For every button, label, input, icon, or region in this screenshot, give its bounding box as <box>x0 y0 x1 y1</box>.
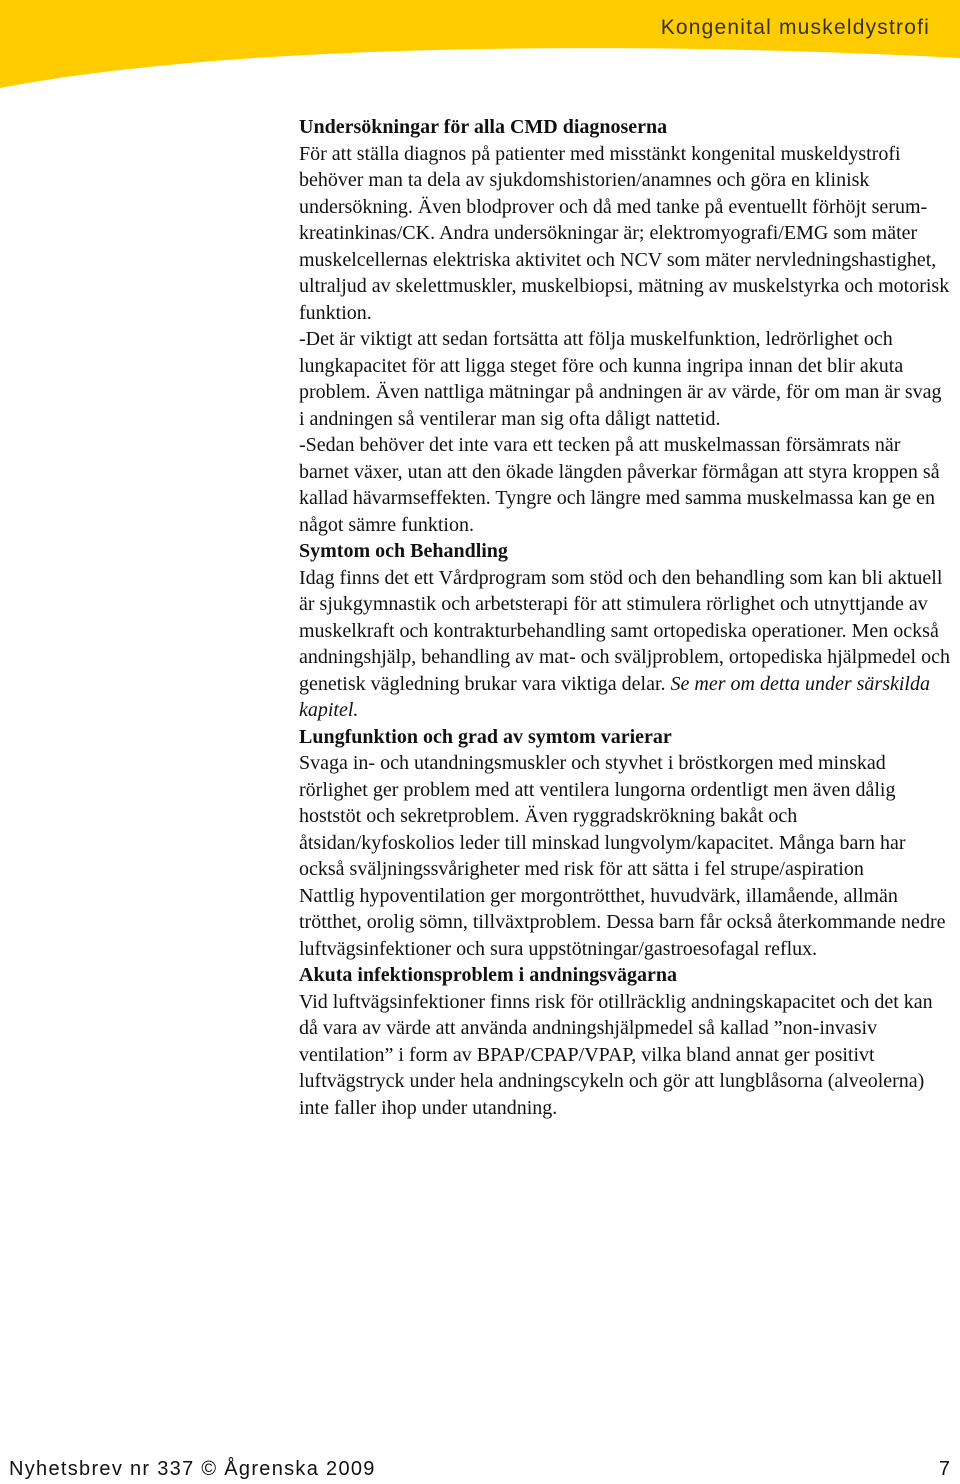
section-heading: Akuta infektionsproblem i andningsvägarna <box>299 964 678 986</box>
paragraph: -Sedan behöver det inte vara ett tecken på att muskelmassan försämrats när barnet växer, utan att den ökade längden påverkar förmågan att styra kroppen så kallad hävarmseffekten. Tyngre och längre med samma muskelmassa kan ge en något sämre funktion. <box>299 434 940 536</box>
header-title: Kongenital muskeldystrofi <box>660 16 930 39</box>
footer-publication: Nyhetsbrev nr 337 © Ågrenska 2009 <box>9 1458 376 1480</box>
section-lungfunktion <box>299 724 951 963</box>
section-heading: Undersökningar för alla CMD diagnoserna <box>299 116 668 138</box>
section-akuta-infektionsproblem <box>299 962 951 1121</box>
page-number: 7 <box>938 1458 950 1480</box>
section-heading: Symtom och Behandling <box>299 540 508 562</box>
paragraph: Svaga in- och utandningsmuskler och styvhet i bröstkorgen med minskad rörlighet ger problem med att ventilera lungorna ordentligt men även dålig hoststöt och sekretproblem. Även ryggradskrökning bakåt och åtsidan/kyfoskolios leder till minskad lungvolym/kapacitet. Många barn har också sväljningssvårigheter med risk för att sätta i fel strupe/aspiration <box>299 752 906 880</box>
paragraph: -Det är viktigt att sedan fortsätta att följa muskelfunktion, ledrörlighet och lungkapacitet för att ligga steget före och kunna ingripa innan det blir akuta problem. Även nattliga mätningar på andningen är av värde, för om man är svag i andningen så ventilerar man sig ofta dåligt nattetid. <box>299 328 942 430</box>
page-footer <box>9 1458 950 1484</box>
paragraph: För att ställa diagnos på patienter med misstänkt kongenital muskeldystrofi behöver man ta dela av sjukdomshistorien/anamnes och göra en klinisk undersökning. Även blodprover och då med tanke på eventuellt förhöjt serum-kreatinkinas/CK. Andra undersökningar är; elektromyografi/EMG som mäter muskelcellernas elektriska aktivitet och NCV som mäter nervledningshastighet, ultraljud av skelettmuskler, muskelbiopsi, mätning av muskelstyrka och motorisk funktion. <box>299 142 950 324</box>
paragraph <box>299 565 951 724</box>
paragraph-text: Idag finns det ett Vårdprogram som stöd och den behandling som kan bli aktuell är sjukgymnastik och arbetsterapi för att stimulera rörlighet och utnyttjande av muskelkraft och kontrakturbehandling samt ortopediska operationer. Men också andningshjälp, behandling av mat- och sväljproblem, ortopediska hjälpmedel och genetisk vägledning brukar vara viktiga delar. <box>299 566 950 695</box>
banner-shape <box>0 0 960 90</box>
paragraph: Nattlig hypoventilation ger morgontrötthet, huvudvärk, illamående, allmän trötthet, orolig sömn, tillväxtproblem. Dessa barn får också återkommande nedre luftvägsinfektioner och sura uppstötningar/gastroesofagal reflux. <box>299 884 946 960</box>
cross-reference-note: Se mer om detta under särskilda kapitel. <box>299 672 930 721</box>
section-heading: Lungfunktion och grad av symtom varierar <box>299 725 672 748</box>
header-banner <box>0 0 960 90</box>
article-body <box>299 114 951 1121</box>
section-undersokningar <box>299 114 951 538</box>
paragraph: Vid luftvägsinfektioner finns risk för otillräcklig andningskapacitet och det kan då vara av värde att använda andningshjälpmedel så kallad ”non-invasiv ventilation” i form av BPAP/CPAP/VPAP, vilka bland annat ger positivt luftvägstryck under hela andningscykeln och gör att lungblåsorna (alveolerna) inte faller ihop under utandning. <box>299 990 933 1119</box>
section-symtom-behandling <box>299 538 951 724</box>
